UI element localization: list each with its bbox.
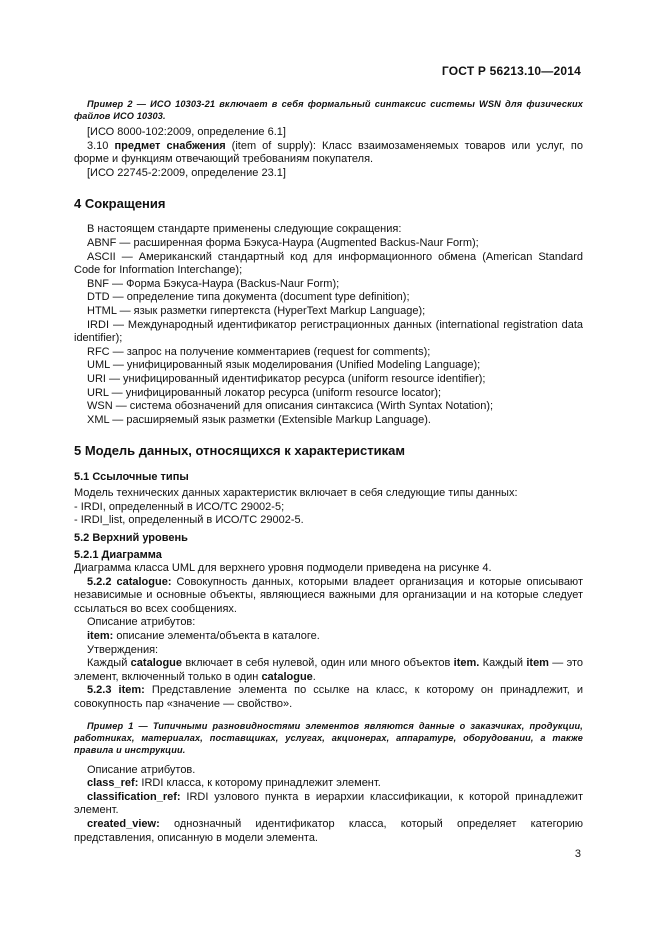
section-5-2-1-title: 5.2.1 Диаграмма	[74, 549, 162, 562]
abbreviation-item: UML — унифицированный язык моделирования (Unified Modeling Language);	[87, 359, 481, 372]
item-section-label: 5.2.3 item:	[87, 684, 145, 697]
class-ref-label: class_ref:	[87, 777, 139, 790]
section-5-title: 5 Модель данных, относящихся к характеристикам	[74, 443, 405, 459]
reference-iso-22745: [ИСО 22745-2:2009, определение 23.1]	[87, 166, 286, 179]
created-view-text: однозначный идентификатор класса, который определяет категорию представления, описанную в модели элемента.	[74, 817, 583, 844]
data-type-item: - IRDI_list, определенный в ИСО/ТС 29002-5.	[74, 514, 304, 527]
section-5-1-text: Модель технических данных характеристик включает в себя следующие типы данных:	[74, 487, 518, 500]
abbreviation-item: BNF — Форма Бэкуса-Наура (Backus-Naur Form);	[87, 277, 340, 290]
term-number: 3.10	[87, 139, 109, 152]
assertion-text-part: .	[312, 670, 316, 683]
assertion-term: item.	[453, 657, 480, 670]
section-5-2-2	[74, 576, 583, 617]
class-ref-attribute	[74, 777, 583, 791]
term-name: предмет снабжения	[114, 139, 226, 152]
class-ref-text: IRDI класса, к которому принадлежит элемент.	[138, 777, 381, 790]
section-5-1-title: 5.1 Ссылочные типы	[74, 471, 189, 484]
reference-iso-8000: [ИСО 8000-102:2009, определение 6.1]	[87, 126, 286, 138]
abbreviation-item: WSN — система обозначений для описания синтаксиса (Wirth Syntax Notation);	[87, 400, 494, 413]
section-5-2-3	[74, 684, 583, 711]
term-3-10	[74, 140, 583, 167]
abbreviation-item: XML — расширяемый язык разметки (Extensible Markup Language).	[87, 413, 431, 426]
example-2-note: Пример 2 — ИСО 10303-21 включает в себя формальный синтаксис системы WSN для физических файлов ИСО 10303.	[74, 99, 583, 121]
page-content	[74, 98, 583, 845]
item-section-definition: Представление элемента по ссылке на класс, к которому он принадлежит, и совокупность пар «значение — свойство».	[74, 684, 583, 710]
abbreviation-item: RFC — запрос на получение комментариев (request for comments);	[87, 345, 431, 358]
catalogue-definition: Совокупность данных, которыми владеет организация и которые описывают независимые и основные объекты, являющиеся важными для организации и на которые следует ссылаться во всех сообщениях.	[74, 575, 583, 615]
assertion-term: catalogue	[261, 670, 313, 683]
assertion-text-part: включает в себя нулевой, один или много объектов	[182, 657, 454, 670]
abbreviation-item: IRDI — Международный идентификатор регистрационных данных (international registration data identifier);	[74, 318, 583, 345]
page-number: 3	[574, 848, 581, 860]
data-type-item: - IRDI, определенный в ИСО/ТС 29002-5;	[74, 500, 285, 513]
abbreviation-item: DTD — определение типа документа (document type definition);	[87, 291, 410, 304]
catalogue-label: 5.2.2 catalogue:	[87, 575, 172, 588]
example-1-note: Пример 1 — Типичными разновидностями элементов являются данные о заказчиках, продукции, работниках, материалах, поставщиках, услугах, акционерах, аппаратуре, оборудовании, а также правила и инструкции.	[74, 720, 583, 755]
assertion-term: catalogue	[130, 657, 183, 670]
assertion-text-part: Каждый	[479, 657, 527, 670]
item-attribute-label: item:	[87, 630, 114, 643]
item-attribute	[74, 630, 583, 644]
section-4-intro: В настоящем стандарте применены следующие сокращения:	[87, 223, 402, 236]
created-view-label: created_view:	[87, 817, 160, 830]
attribute-description-heading-2: Описание атрибутов.	[87, 763, 196, 776]
classification-ref-label: classification_ref:	[87, 790, 181, 803]
section-4-title: 4 Сокращения	[74, 196, 166, 212]
abbreviation-item: ASCII — Американский стандартный код для информационного обмена (American Standard Code for Information Interchange);	[74, 250, 583, 277]
section-5-2-1-text: Диаграмма класса UML для верхнего уровня подмодели приведена на рисунке 4.	[74, 562, 492, 575]
assertion-text-part: Каждый	[87, 657, 131, 670]
attribute-description-heading: Описание атрибутов:	[87, 616, 196, 629]
abbreviation-item: URL — унифицированный локатор ресурса (uniform resource locator);	[87, 386, 442, 399]
classification-ref-attribute	[74, 791, 583, 818]
standard-code-header: ГОСТ Р 56213.10—2014	[441, 64, 581, 78]
assertions-text	[74, 657, 583, 684]
section-5-2-title: 5.2 Верхний уровень	[74, 532, 188, 545]
assertions-heading: Утверждения:	[87, 643, 159, 656]
assertion-term: item	[526, 657, 549, 670]
created-view-attribute	[74, 818, 583, 845]
item-attribute-text: описание элемента/объекта в каталоге.	[113, 630, 320, 643]
abbreviation-item: URI — унифицированный идентификатор ресурса (uniform resource identifier);	[87, 372, 486, 385]
assertion-text-part: — это элемент, включенный только в один	[74, 657, 583, 683]
abbreviation-item: ABNF — расширенная форма Бэкуса-Наура (Augmented Backus-Naur Form);	[87, 236, 479, 249]
term-definition: (item of supply): Класс взаимозаменяемых товаров или услуг, по форме и функциям отвечающий требованиям покупателя.	[74, 139, 583, 166]
classification-ref-text: IRDI узлового пункта в иерархии классификации, к которой принадлежит элемент.	[74, 790, 583, 817]
abbreviation-item: HTML — язык разметки гипертекста (HyperText Markup Language);	[87, 304, 426, 317]
